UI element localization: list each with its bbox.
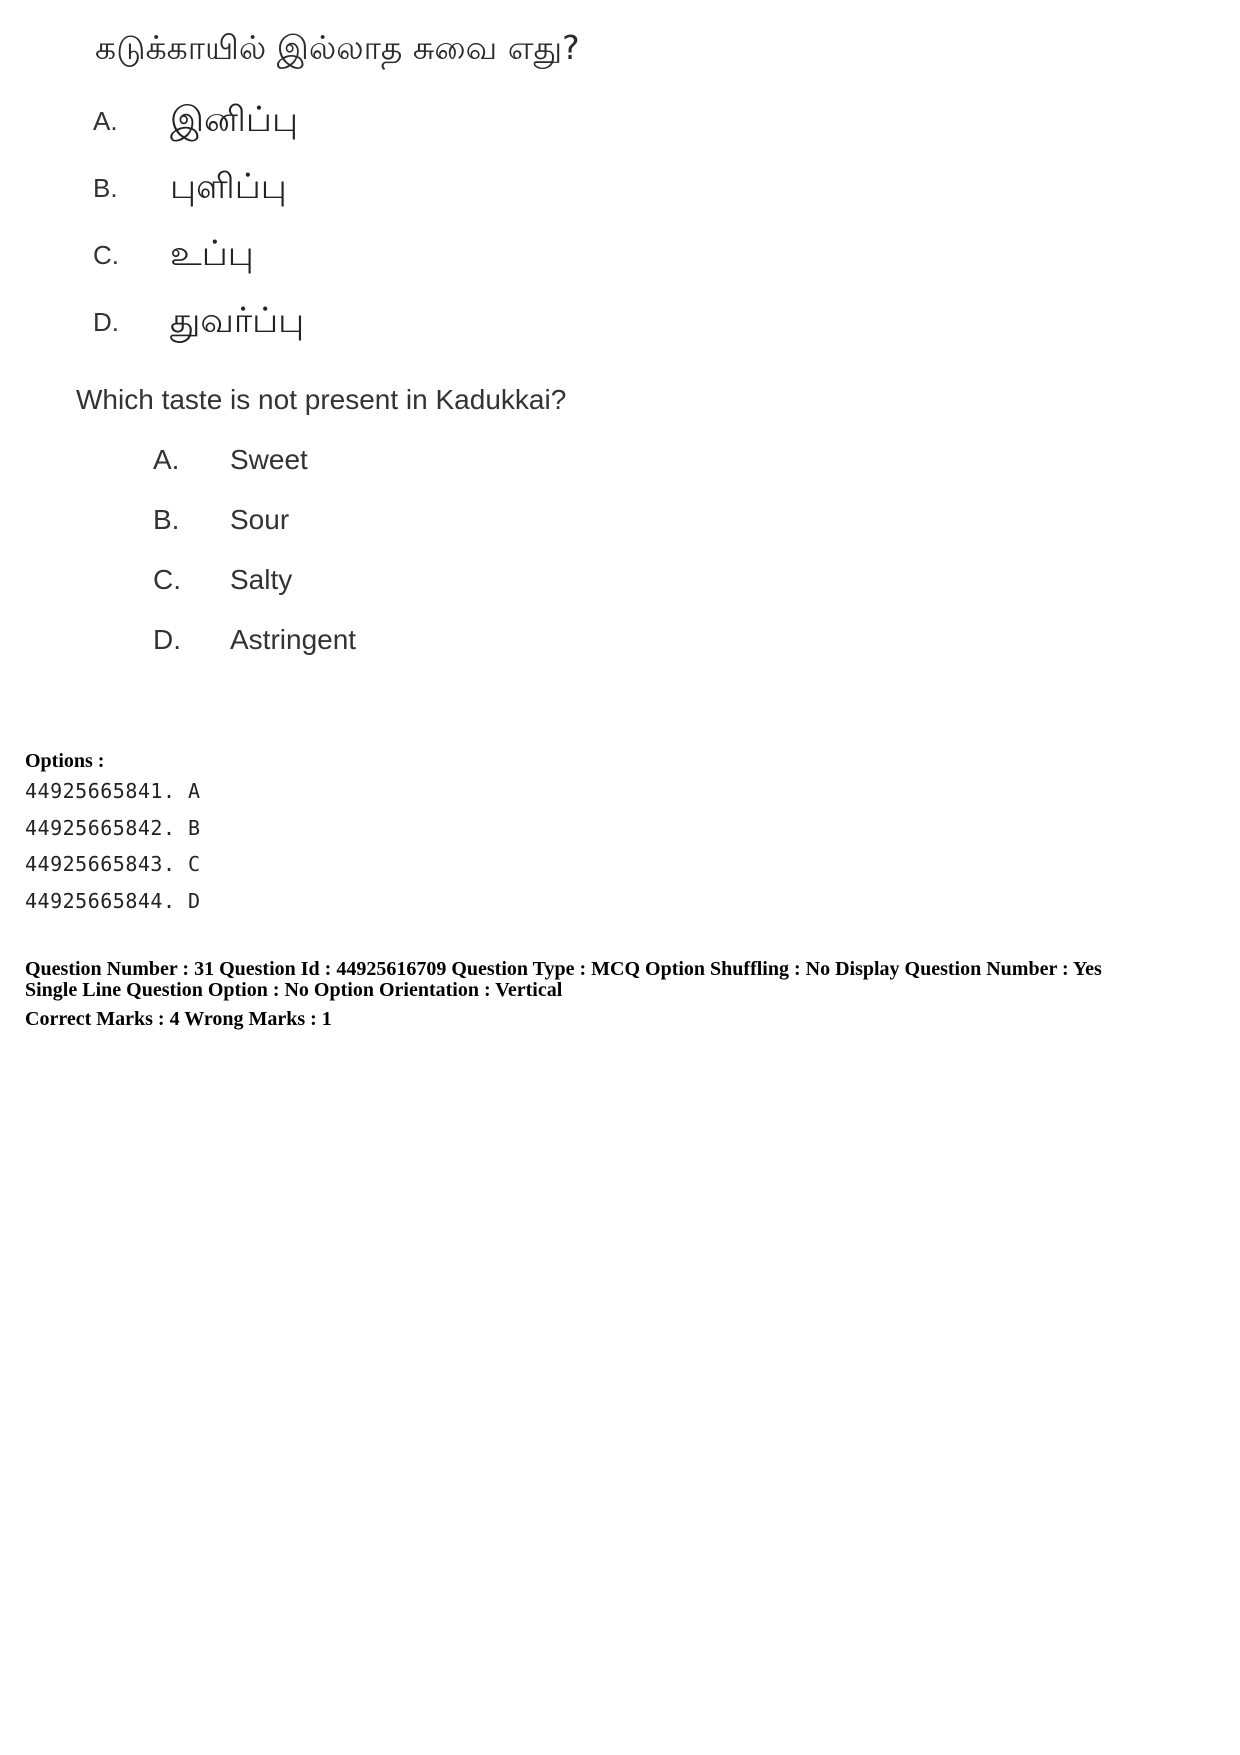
option-letter: D. bbox=[93, 307, 119, 337]
question-meta-line2: Single Line Question Option : No Option Orientation : Vertical bbox=[25, 979, 563, 1001]
option-letter: B. bbox=[153, 504, 180, 535]
option-text: Sour bbox=[230, 504, 290, 535]
english-question-text: Which taste is not present in Kadukkai? bbox=[76, 384, 567, 415]
option-id-c: 44925665843. C bbox=[25, 852, 201, 876]
option-text: Sweet bbox=[230, 444, 308, 475]
option-letter: D. bbox=[153, 624, 181, 655]
option-letter: A. bbox=[153, 444, 180, 475]
option-id-b: 44925665842. B bbox=[25, 816, 201, 840]
option-text: இனிப்பு bbox=[170, 100, 299, 140]
question-meta-line1: Question Number : 31 Question Id : 44925616709 Question Type : MCQ Option Shuffling : No Display Question Number : Yes bbox=[25, 958, 1102, 980]
option-id-a: 44925665841. A bbox=[25, 779, 201, 803]
option-text: துவர்ப்பு bbox=[170, 301, 305, 341]
tamil-question-text: கடுக்காயில் இல்லாத சுவை எது? bbox=[95, 28, 580, 67]
option-letter: A. bbox=[93, 106, 118, 136]
option-text: புளிப்பு bbox=[170, 167, 287, 207]
option-id-d: 44925665844. D bbox=[25, 889, 201, 913]
option-letter: C. bbox=[93, 240, 119, 270]
option-text: உப்பு bbox=[170, 234, 254, 274]
question-marks-line: Correct Marks : 4 Wrong Marks : 1 bbox=[25, 1008, 332, 1030]
option-letter: B. bbox=[93, 173, 118, 203]
option-text: Astringent bbox=[230, 624, 357, 655]
option-text: Salty bbox=[230, 564, 293, 595]
option-letter: C. bbox=[153, 564, 181, 595]
options-heading: Options : bbox=[25, 750, 105, 772]
